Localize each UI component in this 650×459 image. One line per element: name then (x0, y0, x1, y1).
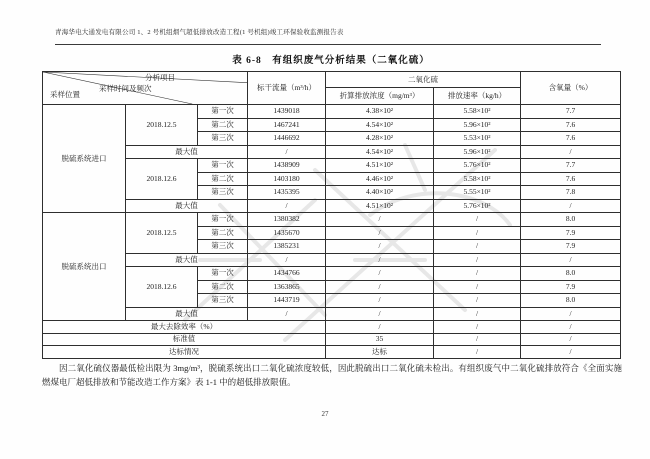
rate-value-cell: / (434, 294, 521, 308)
flow-value-cell: 1403180 (248, 172, 326, 186)
concentration-value-cell: / (326, 253, 434, 267)
rate-value-cell: / (434, 213, 521, 227)
concentration-value-cell: 4.28×10² (326, 132, 434, 146)
table-summary-row (43, 333, 621, 346)
table-row-max (43, 199, 621, 213)
concentration-value-cell: / (326, 213, 434, 227)
summary-label-cell: 最大去除效率（%） (43, 321, 326, 334)
rate-value-cell: / (434, 253, 521, 267)
oxygen-value-cell: / (521, 321, 621, 334)
flow-value-cell: 1439018 (248, 105, 326, 119)
rate-value-cell: / (434, 267, 521, 281)
run-label-cell: 第二次 (198, 280, 248, 294)
concentration-value-cell: / (326, 226, 434, 240)
concentration-value-cell: / (326, 240, 434, 254)
column-header-rate: 排放速率（kg/h） (434, 88, 521, 105)
summary-label-cell: 标准值 (43, 333, 326, 346)
rate-value-cell: 5.58×10² (434, 105, 521, 119)
rate-value-cell: / (434, 346, 521, 359)
flow-value-cell: 1435670 (248, 226, 326, 240)
rate-value-cell: / (434, 333, 521, 346)
flow-value-cell: 1435395 (248, 186, 326, 200)
rate-value-cell: 5.96×10² (434, 145, 521, 159)
concentration-value-cell: / (326, 267, 434, 281)
oxygen-value-cell: 8.0 (521, 213, 621, 227)
date-cell: 2018.12.5 (126, 105, 198, 146)
flow-value-cell: 1446692 (248, 132, 326, 146)
flow-value-cell: 1434766 (248, 267, 326, 281)
rate-value-cell: 5.55×10² (434, 186, 521, 200)
oxygen-value-cell: 7.9 (521, 240, 621, 254)
oxygen-value-cell: / (521, 199, 621, 213)
flow-value-cell: / (248, 307, 326, 321)
run-label-cell: 第二次 (198, 226, 248, 240)
location-cell: 脱硫系统进口 (43, 105, 126, 213)
rate-value-cell: 5.53×10² (434, 132, 521, 146)
table-row (43, 105, 621, 119)
column-header-so2: 二氧化硫 (326, 72, 521, 88)
concentration-value-cell: 达标 (326, 346, 434, 359)
rate-value-cell: 5.76×10² (434, 199, 521, 213)
date-cell: 2018.12.6 (126, 159, 198, 200)
run-label-cell: 第一次 (198, 159, 248, 173)
header-divider (55, 44, 601, 45)
run-label-cell: 第三次 (198, 294, 248, 308)
column-header-concentration: 折算排放浓度（mg/m³） (326, 88, 434, 105)
table-summary-row (43, 346, 621, 359)
rate-value-cell: / (434, 307, 521, 321)
concentration-value-cell: 4.51×10² (326, 199, 434, 213)
oxygen-value-cell: / (521, 346, 621, 359)
concentration-value-cell: / (326, 280, 434, 294)
oxygen-value-cell: 8.0 (521, 267, 621, 281)
oxygen-value-cell: 7.7 (521, 105, 621, 119)
oxygen-value-cell: 7.6 (521, 118, 621, 132)
rate-value-cell: / (434, 321, 521, 334)
flow-value-cell: 1443719 (248, 294, 326, 308)
concentration-value-cell: / (326, 294, 434, 308)
column-header-flow: 标干流量（m³/h） (248, 72, 326, 105)
flow-value-cell: 1438909 (248, 159, 326, 173)
table-body (43, 105, 621, 359)
max-label-cell: 最大值 (126, 199, 248, 213)
rate-value-cell: / (434, 226, 521, 240)
flow-value-cell: 1380382 (248, 213, 326, 227)
max-label-cell: 最大值 (126, 307, 248, 321)
concentration-value-cell: 4.46×10² (326, 172, 434, 186)
flow-value-cell: 1467241 (248, 118, 326, 132)
run-label-cell: 第一次 (198, 105, 248, 119)
oxygen-value-cell: 7.6 (521, 172, 621, 186)
table-row-max (43, 145, 621, 159)
table-row-max (43, 253, 621, 267)
table-row (43, 213, 621, 227)
table-title: 表 6-8 有组织废气分析结果（二氧化硫） (232, 56, 430, 66)
oxygen-value-cell: / (521, 253, 621, 267)
flow-value-cell: / (248, 145, 326, 159)
rate-value-cell: 5.58×10² (434, 172, 521, 186)
run-label-cell: 第一次 (198, 213, 248, 227)
concentration-value-cell: 4.38×10² (326, 105, 434, 119)
run-label-cell: 第二次 (198, 118, 248, 132)
date-cell: 2018.12.6 (126, 267, 198, 308)
oxygen-value-cell: / (521, 307, 621, 321)
oxygen-value-cell: 7.9 (521, 280, 621, 294)
corner-label-analysis-item: 分析项目 (145, 73, 175, 82)
oxygen-value-cell: / (521, 333, 621, 346)
corner-label-sample-time: 采样时间及频次 (99, 84, 152, 93)
run-label-cell: 第一次 (198, 267, 248, 281)
flow-value-cell: / (248, 199, 326, 213)
run-label-cell: 第三次 (198, 240, 248, 254)
report-header-text: 青海华电大通发电有限公司 1、2 号机组烟气超低排放改造工程(1 号机组)竣工环保验收监测报告表 (55, 29, 344, 36)
table-summary-row (43, 321, 621, 334)
concentration-value-cell: 4.54×10² (326, 118, 434, 132)
table-row-max (43, 307, 621, 321)
oxygen-value-cell: 8.0 (521, 294, 621, 308)
concentration-value-cell: 4.51×10² (326, 159, 434, 173)
table-row (43, 159, 621, 173)
concentration-value-cell: / (326, 307, 434, 321)
page-number: 27 (321, 410, 329, 418)
oxygen-value-cell: / (521, 145, 621, 159)
run-label-cell: 第三次 (198, 186, 248, 200)
table-row (43, 267, 621, 281)
flow-value-cell: / (248, 253, 326, 267)
summary-label-cell: 达标情况 (43, 346, 326, 359)
rate-value-cell: 5.96×10² (434, 118, 521, 132)
date-cell: 2018.12.5 (126, 213, 198, 254)
oxygen-value-cell: 7.7 (521, 159, 621, 173)
oxygen-value-cell: 7.6 (521, 132, 621, 146)
column-header-oxygen: 含氧量（%） (521, 72, 621, 105)
run-label-cell: 第三次 (198, 132, 248, 146)
corner-label-sample-location: 采样位置 (50, 90, 80, 99)
concentration-value-cell: / (326, 321, 434, 334)
rate-value-cell: / (434, 240, 521, 254)
diagonal-header-cell (43, 72, 248, 105)
run-label-cell: 第二次 (198, 172, 248, 186)
location-cell: 脱硫系统出口 (43, 213, 126, 321)
concentration-value-cell: 4.40×10² (326, 186, 434, 200)
results-table (42, 71, 621, 359)
oxygen-value-cell: 7.8 (521, 186, 621, 200)
concentration-value-cell: 4.54×10² (326, 145, 434, 159)
flow-value-cell: 1385231 (248, 240, 326, 254)
max-label-cell: 最大值 (126, 145, 248, 159)
max-label-cell: 最大值 (126, 253, 248, 267)
note-paragraph: 因二氧化硫仪器最低检出限为 3mg/m³，脱硫系统出口二氧化硫浓度较低，因此脱硫出口二氧化硫未检出。有组织废气中二氧化硫排放符合《全面实施燃煤电厂超低排放和节能改造工作方案》表 1-1 中的超低排放限值。 (42, 363, 622, 387)
concentration-value-cell: 35 (326, 333, 434, 346)
rate-value-cell: 5.76×10² (434, 159, 521, 173)
flow-value-cell: 1363865 (248, 280, 326, 294)
rate-value-cell: / (434, 280, 521, 294)
oxygen-value-cell: 7.9 (521, 226, 621, 240)
